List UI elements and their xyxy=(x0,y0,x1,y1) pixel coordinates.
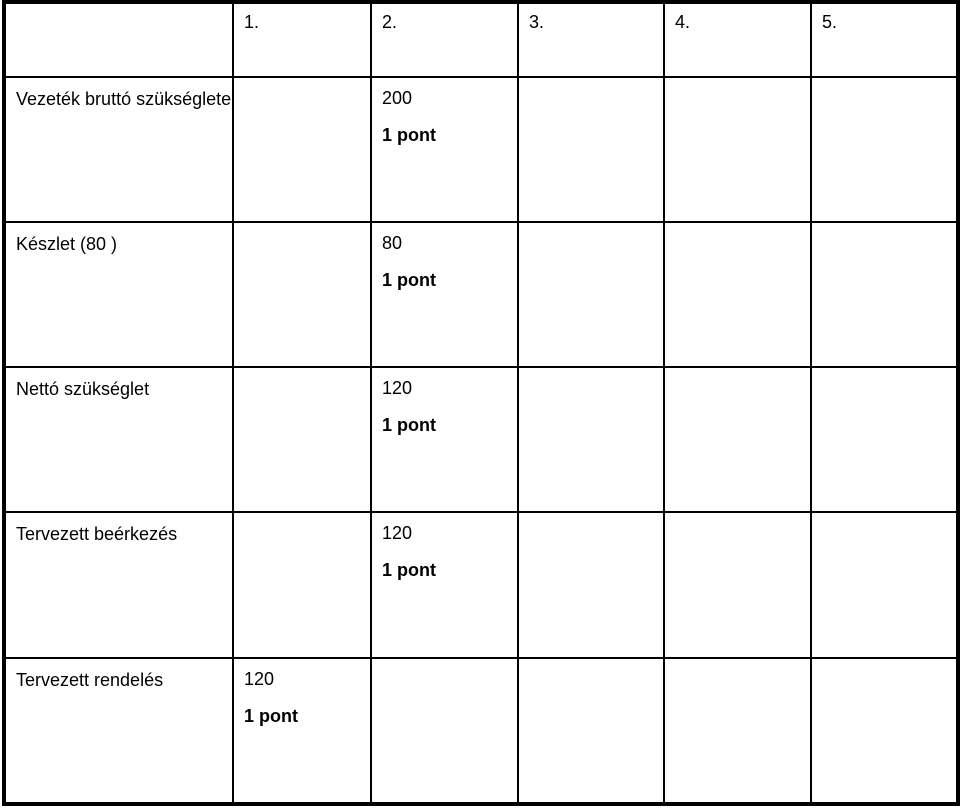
cell-period-3 xyxy=(518,658,664,804)
cell-period-1 xyxy=(233,77,371,222)
table-row-gross-requirement xyxy=(4,77,958,222)
cell-period-1 xyxy=(233,658,371,804)
header-period-5: 5. xyxy=(811,2,958,77)
row-label: Tervezett beérkezés xyxy=(16,524,178,545)
cell-period-3 xyxy=(518,512,664,657)
mrp-table xyxy=(2,0,960,806)
cell-period-4 xyxy=(664,512,811,657)
table-row-planned-receipt xyxy=(4,512,958,657)
cell-points: 1 pont xyxy=(382,124,436,145)
cell-value: 80 xyxy=(382,232,403,253)
cell-period-1 xyxy=(233,512,371,657)
header-period-3: 3. xyxy=(518,2,664,77)
header-row xyxy=(4,2,958,77)
row-label: Nettó szükséglet xyxy=(16,379,150,400)
cell-period-4 xyxy=(664,77,811,222)
row-label-cell xyxy=(4,77,233,222)
cell-points: 1 pont xyxy=(244,705,298,726)
row-label: Tervezett rendelés xyxy=(16,669,164,690)
cell-value: 120 xyxy=(382,523,413,544)
cell-value: 200 xyxy=(382,87,413,108)
table-row-stock xyxy=(4,222,958,367)
cell-points: 1 pont xyxy=(382,560,436,581)
row-label-cell xyxy=(4,222,233,367)
cell-period-4 xyxy=(664,222,811,367)
cell-period-2 xyxy=(371,658,518,804)
cell-period-5 xyxy=(811,222,958,367)
cell-period-1 xyxy=(233,367,371,512)
row-label: Készlet (80 ) xyxy=(16,233,118,254)
cell-period-3 xyxy=(518,367,664,512)
row-label-cell xyxy=(4,658,233,804)
header-period-4: 4. xyxy=(664,2,811,77)
table-row-planned-order xyxy=(4,658,958,804)
row-label-cell xyxy=(4,367,233,512)
cell-period-4 xyxy=(664,658,811,804)
cell-points: 1 pont xyxy=(382,269,436,290)
cell-period-2 xyxy=(371,512,518,657)
header-period-1: 1. xyxy=(233,2,371,77)
cell-period-1 xyxy=(233,222,371,367)
cell-value: 120 xyxy=(244,668,275,689)
cell-period-5 xyxy=(811,512,958,657)
cell-period-5 xyxy=(811,77,958,222)
cell-period-2 xyxy=(371,367,518,512)
cell-period-3 xyxy=(518,77,664,222)
cell-period-2 xyxy=(371,222,518,367)
cell-period-4 xyxy=(664,367,811,512)
cell-value: 120 xyxy=(382,378,413,399)
cell-period-2 xyxy=(371,77,518,222)
cell-period-3 xyxy=(518,222,664,367)
cell-period-5 xyxy=(811,367,958,512)
cell-points: 1 pont xyxy=(382,415,436,436)
row-label: Vezeték bruttó szükséglete xyxy=(16,88,232,109)
table-row-net-requirement xyxy=(4,367,958,512)
header-corner-cell xyxy=(4,2,233,77)
row-label-cell xyxy=(4,512,233,657)
cell-period-5 xyxy=(811,658,958,804)
header-period-2: 2. xyxy=(371,2,518,77)
